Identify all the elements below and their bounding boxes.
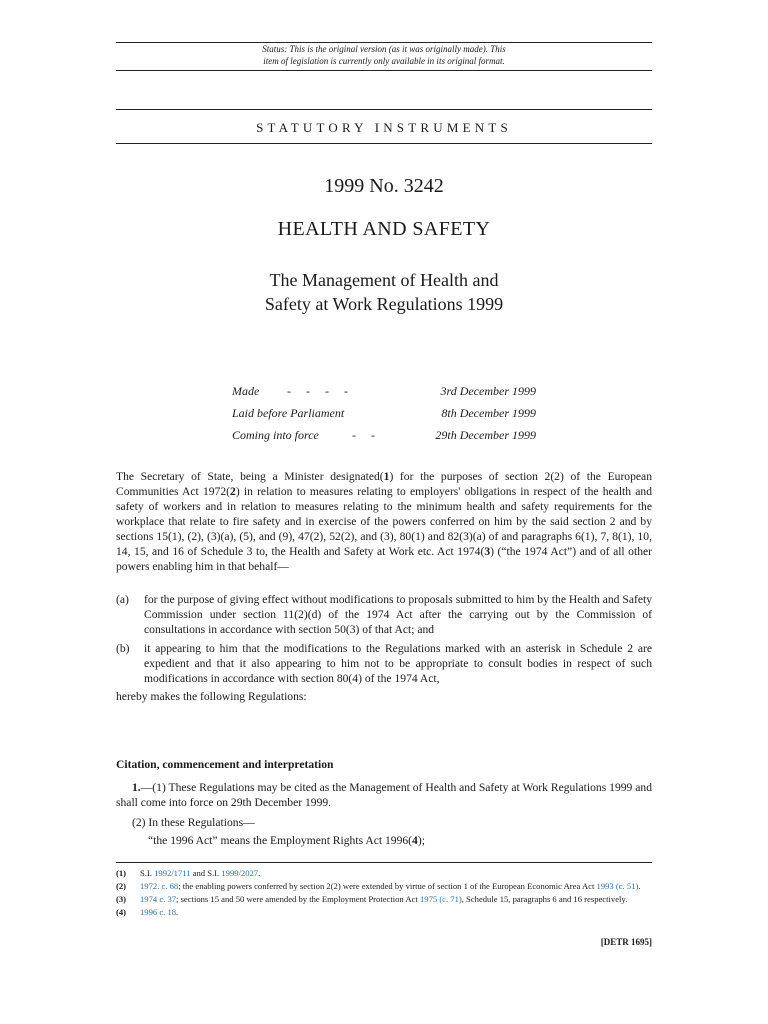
preamble-text: ) (“the 1974 Act”) and of all other powers enabling him in that behalf— <box>116 545 653 573</box>
footnotes <box>116 868 652 920</box>
footnote-2 <box>116 881 652 892</box>
preamble-text: The Secretary of State, being a Minister designated( <box>116 470 384 483</box>
definition-text: ); <box>417 834 425 847</box>
footnote-mark: (2) <box>116 881 127 891</box>
footnote-text: ; sections 15 and 50 were amended by the Employment Protection Act <box>176 894 420 904</box>
footnote-ref-3[interactable]: 3 <box>484 545 491 558</box>
date-value: 8th December 1999 <box>441 406 536 420</box>
list-text: for the purpose of giving effect without modifications to proposals submitted to him by the Health and Safety Commission under section 11(2)(d) of the 1974 Act after the carrying out by the Commission of consultations in accordance with section 50(3) of that Act; and <box>144 593 652 636</box>
footnote-body <box>140 907 178 917</box>
title-line: The Management of Health and <box>269 270 499 290</box>
footnote-mark: (4) <box>116 907 127 917</box>
footnote-rule <box>116 862 652 863</box>
preamble-paragraph <box>116 469 652 574</box>
list-item <box>116 592 652 637</box>
preamble-text: ) in relation to measures relating to employers' obligations in respect of the health and safety of workers and in relation to measures relating to the minimum health and safety requirements for the workplace that relate to fire safety and in exercise of the powers conferred on him by the said section 2 and by sections 15(1), (2), (3)(a), (5), and (9), 47(2), 52(2), and (3), 80(1) and 82(3)(a) of and paragraphs 6(1), 7, 8(1), 10, 14, 15, and 16 of Schedule 3 to, the Health and Safety at Work etc. Act 1974( <box>116 485 652 558</box>
citation-link[interactable]: 1996 c. 18 <box>140 907 177 917</box>
series-top-rule <box>116 109 652 110</box>
regulation-1-2: (2) In these Regulations— <box>132 816 255 829</box>
date-value: 3rd December 1999 <box>440 384 536 398</box>
status-note <box>116 43 652 67</box>
date-label: Laid before Parliament <box>232 406 345 420</box>
section-heading: Citation, commencement and interpretation <box>116 758 334 771</box>
date-row-laid <box>232 402 536 424</box>
date-label: Made <box>232 384 260 398</box>
date-row-made <box>232 380 536 402</box>
list-text: it appearing to him that the modifications to the Regulations marked with an asterisk in Schedule 2 are expedient and that it also appearing to him not to be appropriate to consult bodies in respect of such modifications in accordance with section 80(4) of the 1974 Act, <box>144 642 652 685</box>
footnote-4 <box>116 907 652 918</box>
footnote-body <box>140 881 640 891</box>
date-dashes: - - <box>352 428 381 442</box>
footnote-ref-4[interactable]: 4 <box>412 834 418 847</box>
citation-link[interactable]: 1974 c. 37 <box>140 894 177 904</box>
list-mark: (a) <box>116 593 129 606</box>
enacting-clause: hereby makes the following Regulations: <box>116 690 307 703</box>
citation-link[interactable]: 1972. c. 68 <box>140 881 179 891</box>
document-title <box>116 268 652 316</box>
footnote-text: . <box>638 881 641 891</box>
subject-heading: HEALTH AND SAFETY <box>277 218 491 240</box>
series-heading: STATUTORY INSTRUMENTS <box>256 120 512 135</box>
footnote-mark: (1) <box>116 868 127 878</box>
footnote-mark: (3) <box>116 894 127 904</box>
footnote-text: . <box>258 868 261 878</box>
definition-text: “the 1996 Act” means the Employment Rights Act 1996( <box>148 834 413 847</box>
footnote-body <box>140 868 260 878</box>
preamble-text: ) for the purposes of section 2(2) of the European Communities Act 1972( <box>116 470 652 498</box>
footnote-3 <box>116 894 652 905</box>
regulation-number: 1. <box>132 781 141 794</box>
department-reference: [DETR 1695] <box>600 937 652 947</box>
footnote-text: , Schedule 15, paragraphs 6 and 16 respectively. <box>461 894 628 904</box>
citation-link[interactable]: 1999/2027 <box>221 868 259 878</box>
footnote-ref-2[interactable]: 2 <box>230 485 236 498</box>
dates-table <box>232 380 536 446</box>
footnote-text: and S.I. <box>190 868 222 878</box>
footnote-body <box>140 894 627 904</box>
status-line: item of legislation is currently only available in its original format. <box>263 56 505 66</box>
citation-link[interactable]: 1992/1711 <box>154 868 191 878</box>
date-dashes: - - - - <box>287 384 354 398</box>
regulation-text: —(1) These Regulations may be cited as the Management of Health and Safety at Work Regulations 1999 and shall come into force on 29th December 1999. <box>116 781 652 809</box>
regulation-1-1 <box>116 780 652 810</box>
citation-link[interactable]: 1993 <box>596 881 614 891</box>
date-row-force <box>232 424 536 446</box>
citation-link[interactable]: (c. 51) <box>615 881 639 891</box>
list-mark: (b) <box>116 642 130 655</box>
footnote-1 <box>116 868 652 879</box>
preamble-list <box>116 592 652 686</box>
date-label: Coming into force <box>232 428 319 442</box>
definition-1996-act <box>116 833 652 848</box>
footnote-text: ; the enabling powers conferred by section 2(2) were extended by virtue of section 1 of the European Economic Area Act <box>178 881 597 891</box>
footnote-text: S.I. <box>140 868 155 878</box>
title-line: Safety at Work Regulations 1999 <box>264 294 504 314</box>
status-line: Status: This is the original version (as it was originally made). This <box>262 44 506 54</box>
citation-link[interactable]: (c. 71) <box>439 894 462 904</box>
date-value: 29th December 1999 <box>435 428 536 442</box>
footnote-text: . <box>176 907 179 917</box>
series-bottom-rule <box>116 143 652 144</box>
footnote-ref-1[interactable]: 1 <box>383 470 390 483</box>
list-item <box>116 641 652 686</box>
si-number: 1999 No. 3242 <box>324 175 444 197</box>
citation-link[interactable]: 1975 <box>419 894 438 904</box>
status-rule <box>116 70 652 71</box>
